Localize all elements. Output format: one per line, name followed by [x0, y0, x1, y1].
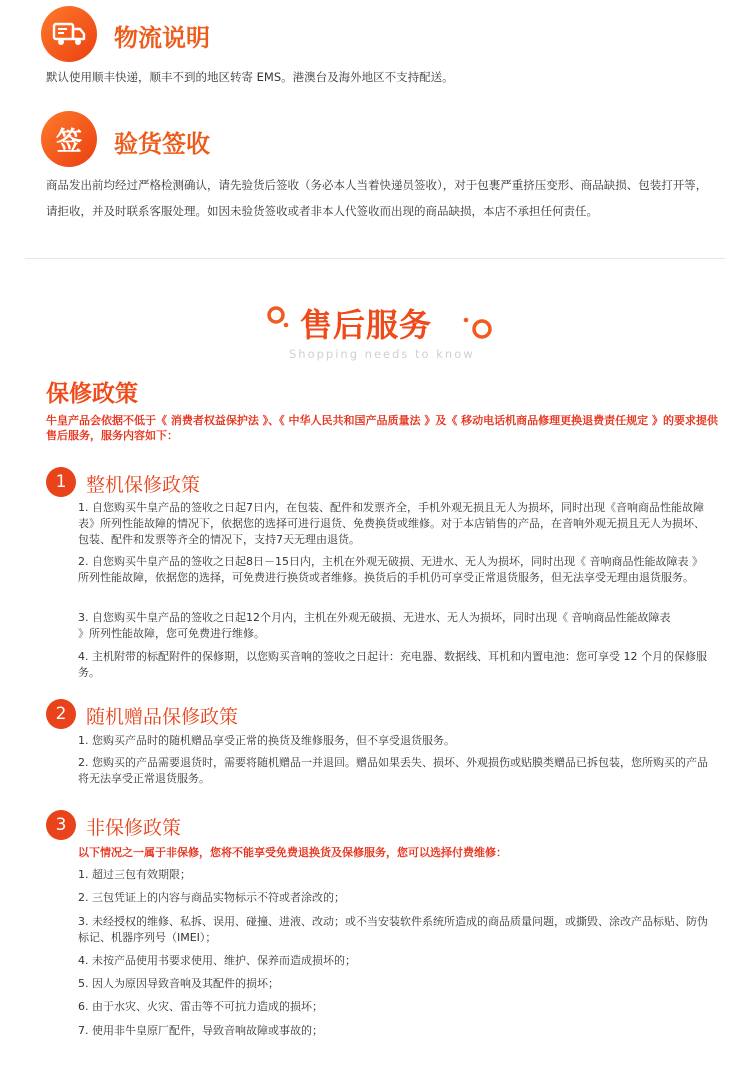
section-title-1: 整机保修政策 — [86, 474, 201, 496]
list-item: 2. 三包凭证上的内容与商品实物标示不符或者涂改的； — [78, 891, 345, 904]
list-item: 4. 未按产品使用书要求使用、维护、保养而造成损坏的； — [78, 954, 356, 967]
logistics-title: 物流说明 — [114, 24, 210, 52]
section-title-3: 非保修政策 — [86, 817, 182, 839]
list-item: 5. 因人为原因导致音响及其配件的损坏； — [78, 977, 279, 990]
list-item: 6. 由于水灾、火灾、雷击等不可抗力造成的损坏； — [78, 1000, 323, 1013]
list-item: 4. 主机附带的标配附件的保修期，以您购买音响的签收之日起计：充电器、数据线、耳机和内置电池：您可享受 12 个月的保修服务。 — [78, 650, 707, 679]
logistics-text: 默认使用顺丰快递，顺丰不到的地区转寄 EMS。港澳台及海外地区不支持配送。 — [46, 70, 454, 84]
section-title-2: 随机赠品保修政策 — [86, 706, 239, 728]
inspection-title: 验货签收 — [114, 130, 210, 158]
ring-icon-left — [266, 305, 290, 329]
inspection-text: 商品发出前均经过严格检测确认，请先验货后签收（务必本人当着快递员签收），对于包裹严重挤压变形、商品缺损、包装打开等，请拒收，并及时联系客服处理。如因未验货签收或者非本人代签收而出现的商品缺损，本店不承担任何责任。 — [46, 178, 708, 218]
list-item: 2. 自您购买牛皇产品的签收之日起8日－15日内，主机在外观无破损、无进水、无人为损坏，同时出现《 音响商品性能故障表 》所列性能故障，依据您的选择，可免费进行换货或者维修。换货后的手机仍可享受正常退货服务，但无法享受无理由退货服务。 — [78, 555, 703, 584]
list-item: 1. 自您购买牛皇产品的签收之日起7日内，在包装、配件和发票齐全，手机外观无损且无人为损坏，同时出现《音响商品性能故障表》所列性能故障的情况下，依据您的选择可进行退货、免费换货或维修。对于本店销售的产品，在音响外观无损且无人为损坏、包装、配件和发票等齐全的情况下，支持7天无理由退货。 — [78, 501, 705, 546]
list-item: 3. 未经授权的维修、私拆、误用、碰撞、进液、改动；或不当安装软件系统所造成的商品质量问题，或撕毁、涂改产品标贴、防伪标记、机器序列号（IMEI）； — [78, 915, 708, 944]
truck-icon — [52, 21, 86, 47]
list-item: 7. 使用非牛皇原厂配件，导致音响故障或事故的； — [78, 1024, 323, 1037]
warranty-title: 保修政策 — [46, 381, 138, 407]
after-sales-title: 售后服务 — [300, 300, 432, 346]
section-number-1: 1 — [46, 467, 76, 497]
list-item: 2. 您购买的产品需要退货时，需要将随机赠品一并退回。赠品如果丢失、损坏、外观损伤或贴膜类赠品已拆包装，您所购买的产品将无法享受正常退货服务。 — [78, 756, 708, 785]
list-item: 3. 自您购买牛皇产品的签收之日起12个月内，主机在外观无破损、无进水、无人为损坏，同时出现《 音响商品性能故障表 》所列性能故障，您可免费进行维修。 — [78, 611, 671, 640]
warranty-intro: 牛皇产品会依据不低于《 消费者权益保护法 》、《 中华人民共和国产品质量法 》及《 移动电话机商品修理更换退费责任规定 》的要求提供售后服务，服务内容如下： — [46, 414, 718, 442]
section-divider — [25, 258, 725, 259]
ring-icon-right — [462, 316, 494, 340]
after-sales-subtitle: Shopping needs to know — [289, 347, 475, 361]
list-item: 1. 您购买产品时的随机赠品享受正常的换货及维修服务，但不享受退货服务。 — [78, 734, 455, 747]
sign-icon: 签 — [41, 111, 97, 167]
truck-icon-badge — [41, 6, 97, 62]
non-warranty-note: 以下情况之一属于非保修，您将不能享受免费退换货及保修服务，您可以选择付费维修： — [78, 846, 507, 859]
list-item: 1. 超过三包有效期限； — [78, 868, 191, 881]
section-number-2: 2 — [46, 699, 76, 729]
section-number-3: 3 — [46, 810, 76, 840]
